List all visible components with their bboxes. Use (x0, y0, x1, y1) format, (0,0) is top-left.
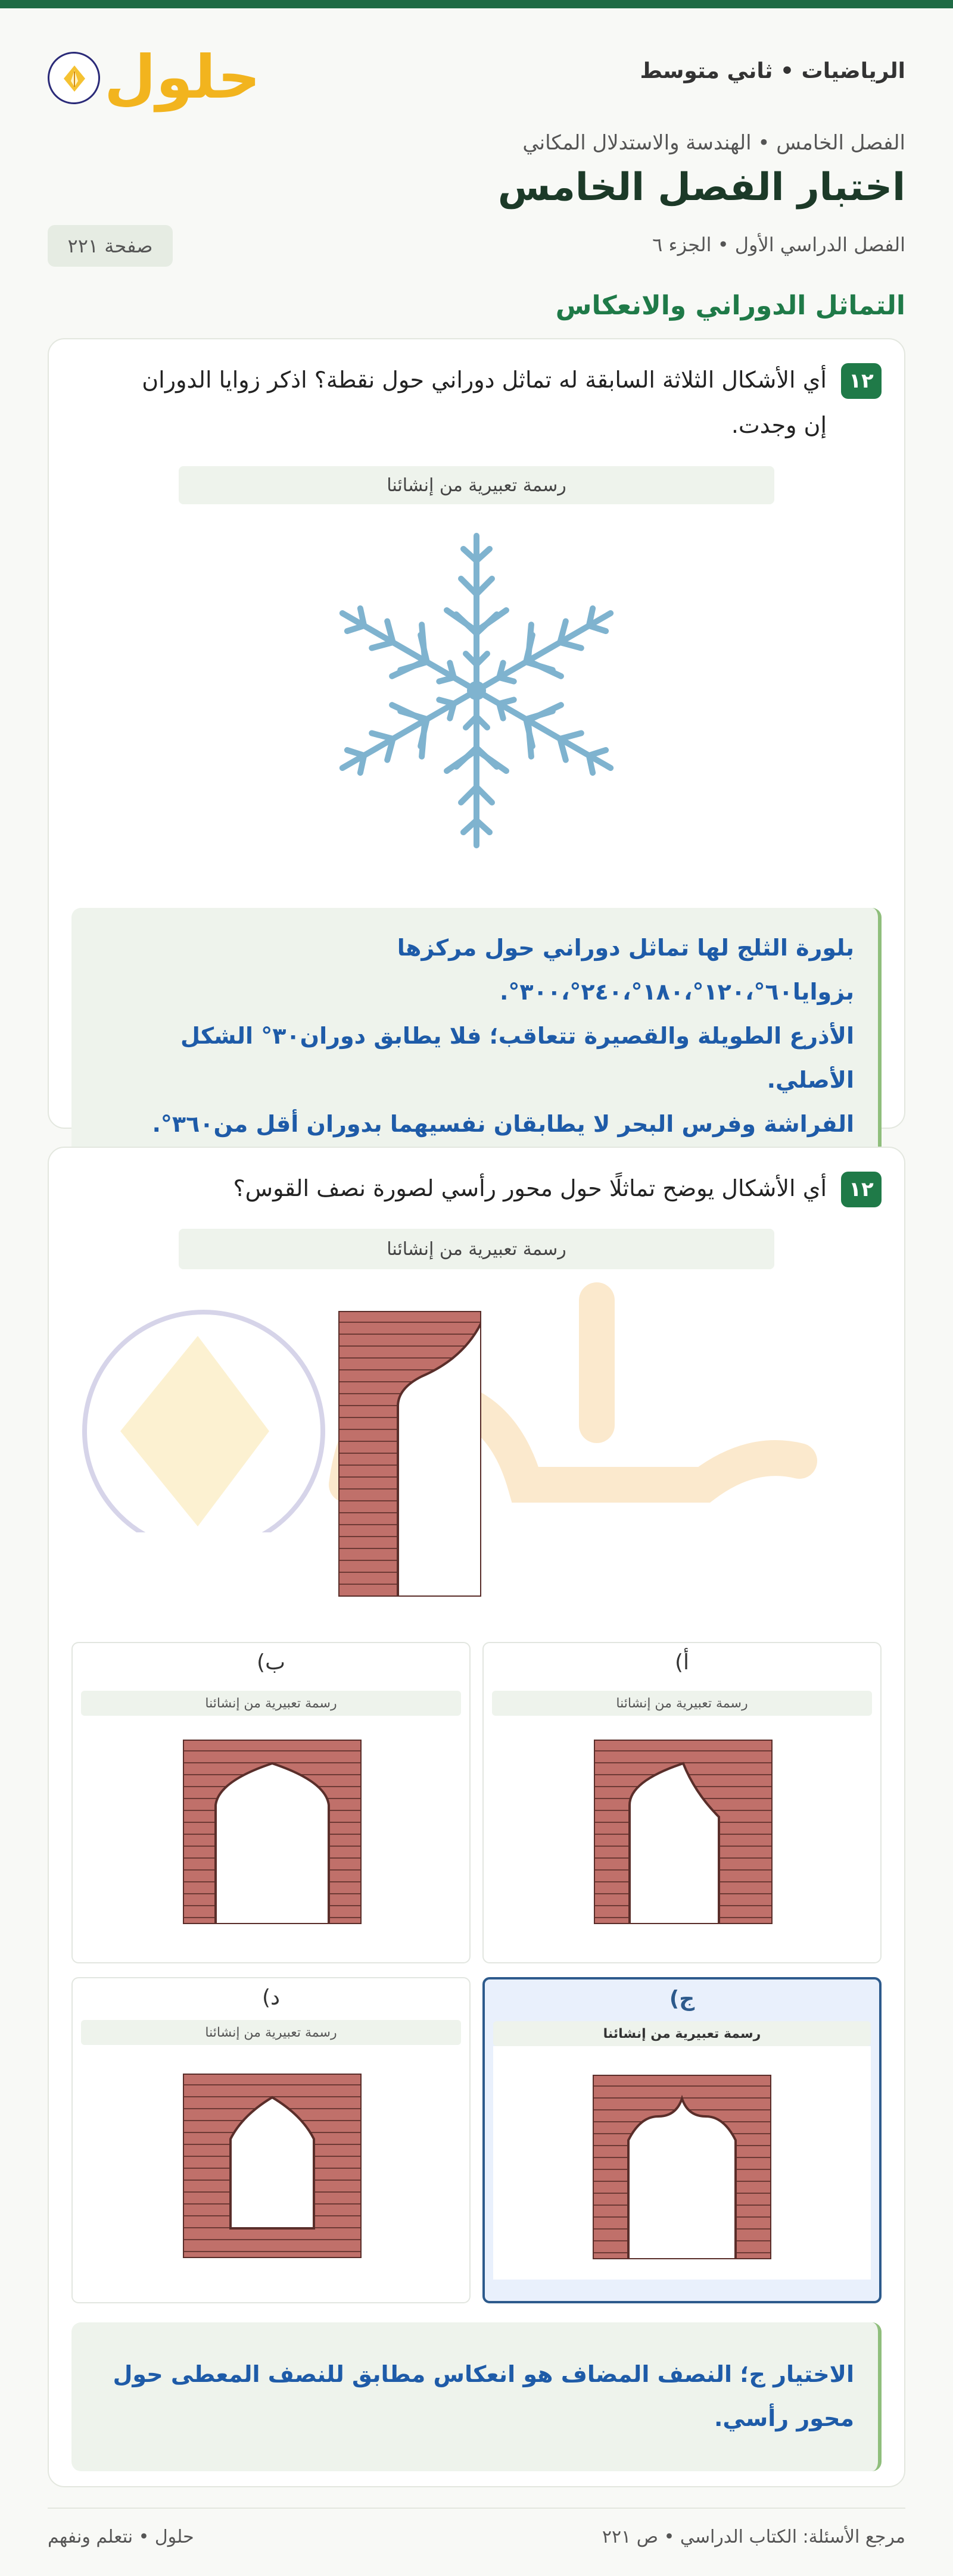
snowflake-icon (328, 530, 625, 851)
page-title: اختبار الفصل الخامس (497, 166, 905, 210)
option-b[interactable] (71, 1642, 471, 1963)
option-a-arch-icon (594, 1740, 773, 1924)
answer-line: الفراشة وفرس البحر لا يطابقان نفسيهما بدوران أقل من٣٦٠°. (152, 1111, 854, 1137)
answer-line: بلورة الثلج لها تماثل دوراني حول مركزها بزوايا٦٠°،١٢٠°،١٨٠°،٢٤٠°،٣٠٠°. (397, 935, 854, 1005)
option-label: د) (261, 1985, 281, 2010)
question-text-line: إن وجدت. (731, 412, 827, 438)
option-caption: رسمة تعبيرية من إنشائنا (492, 1691, 872, 1716)
option-label: ج) (669, 1987, 695, 2011)
page-header (48, 33, 905, 116)
option-d-arch-icon (183, 2074, 362, 2258)
question-number: ١٢ (841, 1172, 882, 1207)
logo[interactable] (48, 39, 261, 116)
question-card-2 (48, 1147, 905, 2487)
book-icon (60, 63, 89, 94)
question-text (112, 357, 827, 448)
page-badge: صفحة ٢٢١ (48, 225, 173, 267)
option-c-arch-icon (593, 2075, 771, 2259)
option-caption: رسمة تعبيرية من إنشائنا (81, 1691, 461, 1716)
answer-box (71, 908, 882, 1164)
figure-caption: رسمة تعبيرية من إنشائنا (179, 1229, 774, 1269)
footer-divider (48, 2508, 905, 2509)
footer-tagline: حلول • نتعلم ونفهم (48, 2527, 194, 2547)
half-arch-figure (338, 1311, 481, 1597)
footer-reference: مرجع الأسئلة: الكتاب الدراسي • ص ٢٢١ (602, 2527, 905, 2547)
answer-line: الأذرع الطويلة والقصيرة تتعاقب؛ فلا يطابق دوران٣٠° الشكل الأصلي. (180, 1023, 854, 1093)
question-card-1 (48, 338, 905, 1137)
term-label: الفصل الدراسي الأول • الجزء ٦ (652, 233, 905, 256)
option-label: ب) (257, 1650, 285, 1675)
option-label: أ) (674, 1650, 690, 1675)
option-d[interactable] (71, 1977, 471, 2303)
figure-caption: رسمة تعبيرية من إنشائنا (179, 466, 774, 504)
question-number: ١٢ (841, 363, 882, 399)
section-title: التماثل الدوراني والانعكاس (555, 291, 905, 321)
answer-box: الاختيار ج؛ النصف المضاف هو انعكاس مطابق للنصف المعطى حول محور رأسي. (71, 2322, 882, 2471)
option-a[interactable] (482, 1642, 882, 1963)
top-bar (0, 0, 953, 8)
chapter-label: الفصل الخامس • الهندسة والاستدلال المكاني (522, 131, 905, 155)
option-caption: رسمة تعبيرية من إنشائنا (81, 2020, 461, 2045)
logo-emblem-icon (48, 52, 100, 104)
question-text-line: أي الأشكال الثلاثة السابقة له تماثل دوراني حول نقطة؟ اذكر زوايا الدوران (142, 367, 827, 393)
option-caption: رسمة تعبيرية من إنشائنا (493, 2021, 871, 2046)
question-text: أي الأشكال يوضح تماثلًا حول محور رأسي لصورة نصف القوس؟ (233, 1175, 827, 1201)
logo-wordmark: حلول (104, 42, 261, 112)
option-b-arch-icon (183, 1740, 362, 1924)
option-c-selected[interactable] (482, 1977, 882, 2303)
brand-title: الرياضيات • ثاني متوسط (640, 59, 905, 83)
